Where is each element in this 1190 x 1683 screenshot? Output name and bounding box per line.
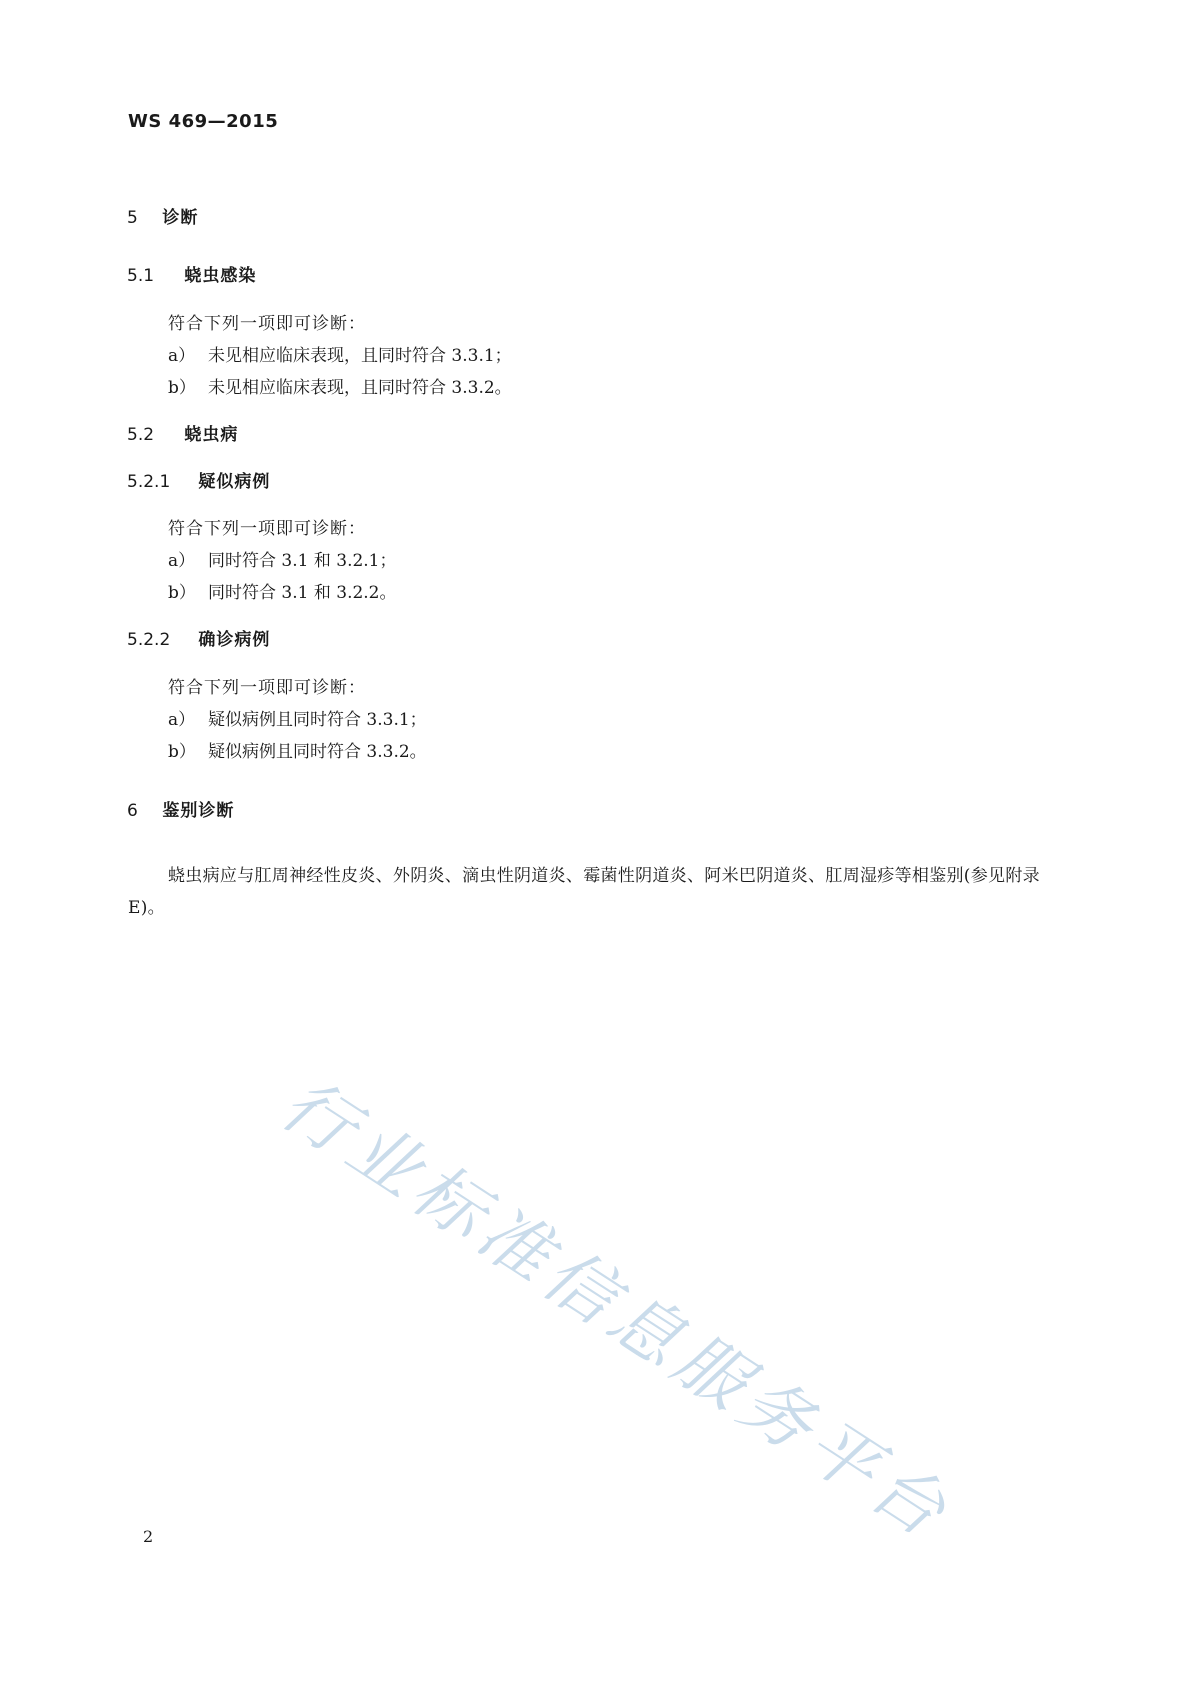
section-title: 鉴别诊断: [162, 801, 235, 821]
section-heading-5-2-1: [127, 467, 270, 492]
clause-intro: 符合下列一项即可诊断：: [168, 678, 366, 698]
section-title: 蛲虫感染: [184, 266, 257, 286]
body-paragraph: 蛲虫病应与肛周神经性皮炎、外阴炎、滴虫性阴道炎、霉菌性阴道炎、阿米巴阴道炎、肛周湿疹等相鉴别(参见附录 E)。: [128, 866, 1040, 918]
watermark: 行业标准信息服务平台: [267, 1062, 966, 1557]
page-number: 2: [143, 1527, 154, 1546]
list-marker: a）: [168, 346, 196, 366]
section-heading-5: [127, 203, 198, 228]
section-heading-6: [127, 796, 234, 821]
section-heading-5-1: [127, 261, 256, 286]
section-number: 6: [127, 801, 138, 821]
list-text: 同时符合 3.1 和 3.2.1；: [208, 551, 397, 571]
section-number: 5: [127, 208, 138, 228]
section-number: 5.2: [127, 425, 155, 445]
list-item: [168, 373, 512, 398]
list-item: [168, 546, 397, 571]
standard-code: WS 469—2015: [128, 111, 279, 132]
section-title: 确诊病例: [198, 630, 271, 650]
list-marker: a）: [168, 551, 196, 571]
list-marker: a）: [168, 710, 196, 730]
standard-code-header: [128, 111, 278, 132]
section-number: 5.2.1: [127, 472, 171, 492]
list-item: [168, 737, 427, 762]
list-marker: b）: [168, 742, 196, 762]
list-item: [168, 341, 512, 366]
list-text: 同时符合 3.1 和 3.2.2。: [208, 583, 397, 603]
clause-intro: 符合下列一项即可诊断：: [168, 519, 366, 539]
list-marker: b）: [168, 583, 196, 603]
clause-intro: 符合下列一项即可诊断：: [168, 314, 366, 334]
section-number: 5.1: [127, 266, 155, 286]
list-text: 疑似病例且同时符合 3.3.2。: [208, 742, 427, 762]
section-title: 疑似病例: [198, 472, 271, 492]
list-text: 疑似病例且同时符合 3.3.1；: [208, 710, 427, 730]
list-item: [168, 705, 427, 730]
list-item: [168, 578, 397, 603]
section-title: 蛲虫病: [184, 425, 239, 445]
section-number: 5.2.2: [127, 630, 171, 650]
section-title: 诊断: [162, 208, 199, 228]
section-heading-5-2: [127, 420, 238, 445]
list-marker: b）: [168, 378, 196, 398]
list-text: 未见相应临床表现，且同时符合 3.3.1；: [208, 346, 512, 366]
section-heading-5-2-2: [127, 625, 270, 650]
list-text: 未见相应临床表现，且同时符合 3.3.2。: [208, 378, 512, 398]
